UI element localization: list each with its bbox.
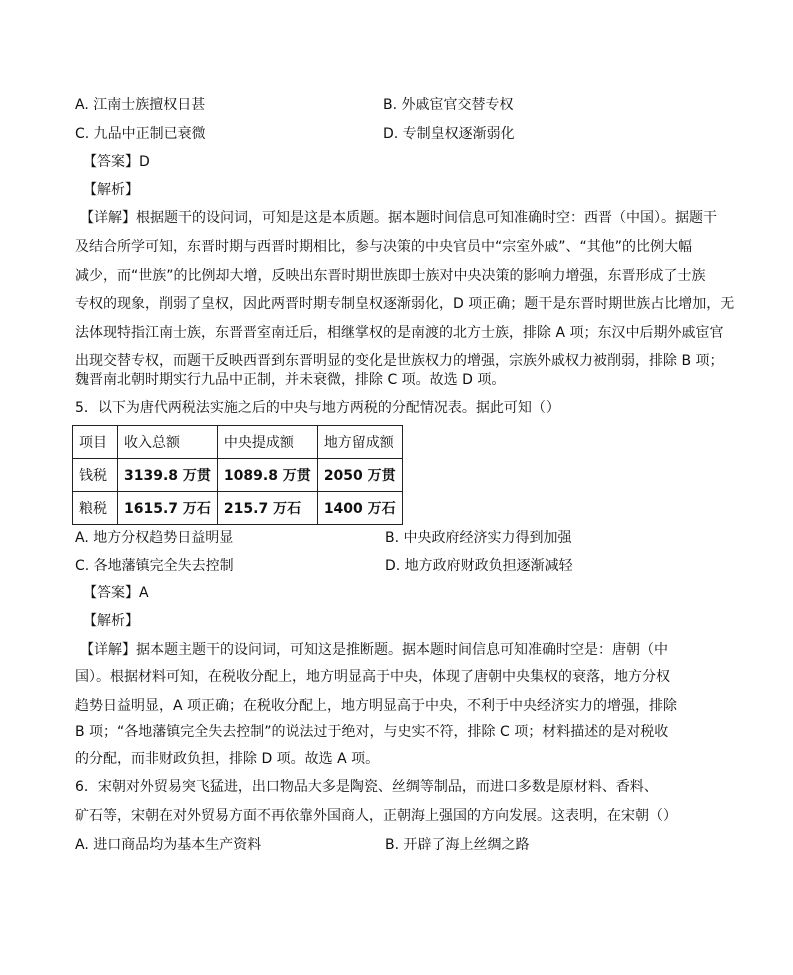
table-cell: 粮税 — [73, 492, 118, 525]
table-header-cell: 收入总额 — [118, 426, 218, 459]
q5-answer: 【答案】A — [83, 585, 149, 601]
q6-option-a: A. 进口商品均为基本生产资料 — [75, 837, 262, 853]
q5-detail-line: 的分配，而非财政负担，排除 D 项。故选 A 项。 — [75, 751, 380, 767]
table-row — [73, 492, 403, 525]
q4-detail-line: 及结合所学可知，东晋时期与西晋时期相比，参与决策的中央官员中“宗室外戚”、“其他”的比例大幅 — [75, 239, 693, 255]
q6-stem-line: 矿石等，宋朝在对外贸易方面不再依靠外国商人，正朝海上强国的方向发展。这表明，在宋朝（） — [75, 808, 677, 824]
table-cell: 2050 万贯 — [317, 459, 402, 492]
q4-detail-line: 法体现特指江南士族，东晋晋室南迁后，相继掌权的是南渡的北方士族，排除 A 项；东汉中后期外戚宦官 — [75, 325, 724, 341]
q5-option-a: A. 地方分权趋势日益明显 — [75, 530, 234, 546]
q4-option-a: A. 江南士族擅权日甚 — [75, 97, 206, 113]
table-header-cell: 项目 — [73, 426, 118, 459]
q4-detail-line: 减少，而“世族”的比例却大增，反映出东晋时期世族即士族对中央决策的影响力增强，东晋形成了士族 — [75, 268, 706, 284]
table-header-row — [73, 426, 403, 459]
q5-option-b: B. 中央政府经济实力得到加强 — [385, 530, 572, 546]
q4-analysis-label: 【解析】 — [83, 182, 139, 198]
q4-detail-line: 出现交替专权，而题干反映西晋到东晋明显的变化是世族权力的增强，宗族外戚权力被削弱，排除 B 项； — [75, 353, 724, 369]
table-cell: 1089.8 万贯 — [217, 459, 317, 492]
q5-detail-line: 国）。根据材料可知，在税收分配上，地方明显高于中央，体现了唐朝中央集权的衰落，地方分权 — [75, 669, 670, 685]
q4-detail-line: 专权的现象，削弱了皇权，因此两晋时期专制皇权逐渐弱化，D 项正确；题干是东晋时期世族占比增加，无 — [75, 296, 735, 312]
q5-option-c: C. 各地藩镇完全失去控制 — [75, 558, 234, 574]
q5-stem: 5．以下为唐代两税法实施之后的中央与地方两税的分配情况表。据此可知（） — [75, 400, 560, 416]
q4-detail-line: 魏晋南北朝时期实行九品中正制，并未衰微，排除 C 项。故选 D 项。 — [75, 372, 506, 388]
q4-option-c: C. 九品中正制已衰微 — [75, 126, 206, 142]
q6-stem-line: 6．宋朝对外贸易突飞猛进，出口物品大多是陶瓷、丝绸等制品，而进口多数是原材料、香料、 — [75, 779, 658, 795]
q4-option-d: D. 专制皇权逐渐弱化 — [383, 126, 515, 142]
table-header-cell: 地方留成额 — [317, 426, 402, 459]
table-cell: 215.7 万石 — [217, 492, 317, 525]
q6-option-b: B. 开辟了海上丝绸之路 — [385, 837, 530, 853]
q4-answer: 【答案】D — [83, 154, 150, 170]
table-header-cell: 中央提成额 — [217, 426, 317, 459]
table-cell: 1615.7 万石 — [118, 492, 218, 525]
table-row — [73, 459, 403, 492]
table-cell: 钱税 — [73, 459, 118, 492]
q5-detail-line: B 项；“各地藩镇完全失去控制”的说法过于绝对，与史实不符，排除 C 项；材料描述的是对税收 — [75, 724, 669, 740]
q5-option-d: D. 地方政府财政负担逐渐减轻 — [385, 558, 573, 574]
table-cell: 3139.8 万贯 — [118, 459, 218, 492]
tax-table — [72, 425, 403, 525]
q4-option-b: B. 外戚宦官交替专权 — [383, 97, 514, 113]
q5-detail-line: 趋势日益明显，A 项正确；在税收分配上，地方明显高于中央，不利于中央经济实力的增强，排除 — [75, 698, 678, 714]
q5-detail-line: 【详解】据本题主题干的设问词，可知这是推断题。据本题时间信息可知准确时空是：唐朝（中 — [80, 642, 668, 658]
q4-detail-line: 【详解】根据题干的设问词，可知是这是本质题。据本题时间信息可知准确时空：西晋（中国）。据题干 — [80, 210, 717, 226]
q5-analysis-label: 【解析】 — [83, 613, 139, 629]
table-cell: 1400 万石 — [317, 492, 402, 525]
